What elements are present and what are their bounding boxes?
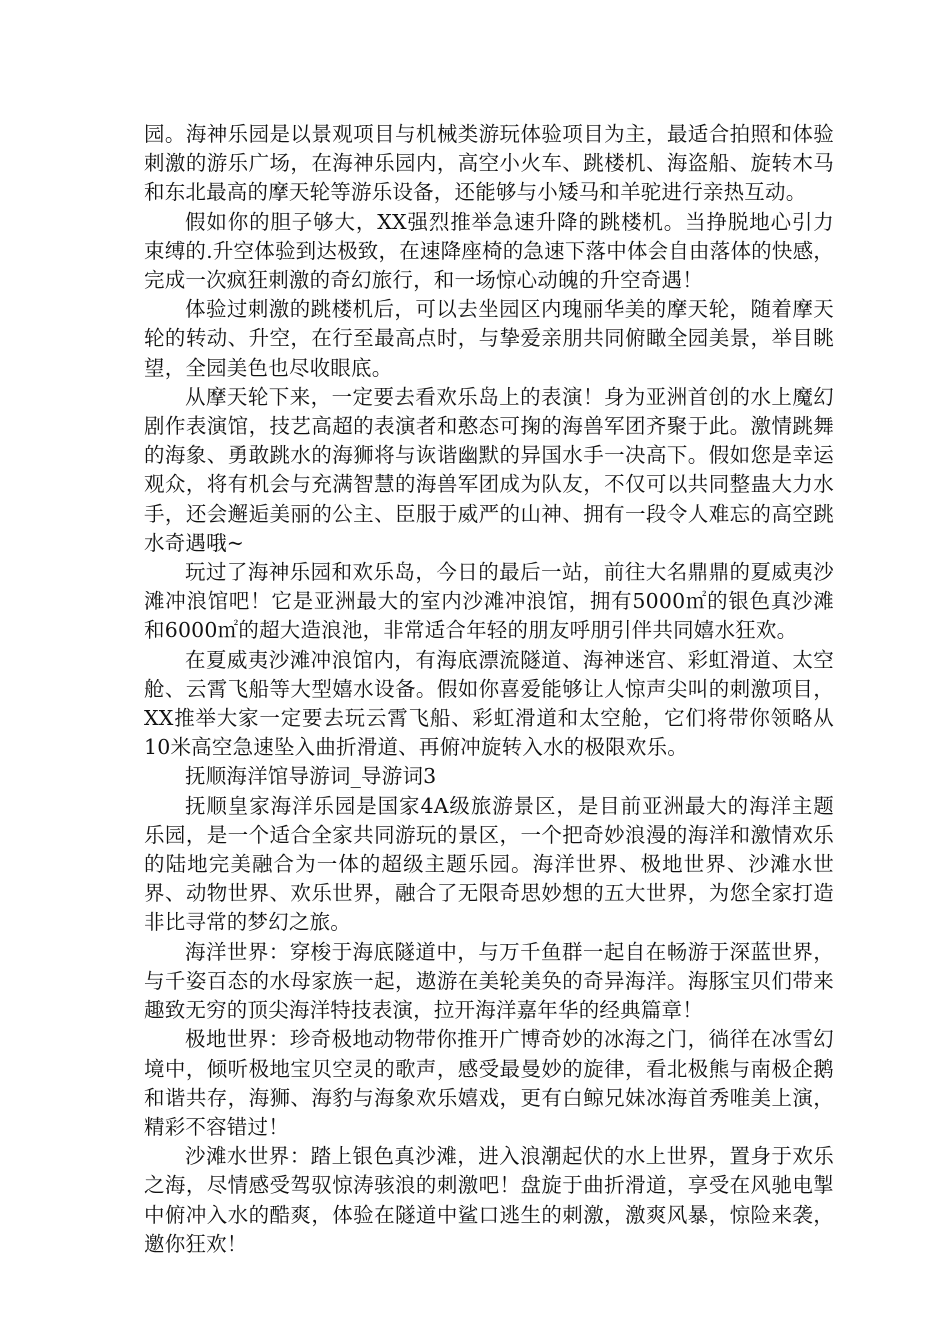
paragraph-ocean-world: 海洋世界：穿梭于海底隧道中，与万千鱼群一起自在畅游于深蓝世界，与千姿百态的水母家族一起，遨游在美轮美奂的奇异海洋。海豚宝贝们带来趣致无穷的顶尖海洋特技表演，拉开海洋嘉年华的经典篇章！ bbox=[144, 939, 834, 1023]
paragraph-beach-water-world: 沙滩水世界：踏上银色真沙滩，进入浪潮起伏的水上世界，置身于欢乐之海，尽情感受驾驭惊涛骇浪的刺激吧！盘旋于曲折滑道，享受在风驰电掣中俯冲入水的酷爽，体验在隧道中鲨口逃生的刺激，激爽风暴，惊险来袭，邀你狂欢！ bbox=[144, 1144, 834, 1256]
section-heading: 抚顺海洋馆导游词_导游词3 bbox=[185, 764, 437, 789]
paragraph-royal-ocean-park-intro: 抚顺皇家海洋乐园是国家4A级旅游景区，是目前亚洲最大的海洋主题乐园，是一个适合全家共同游玩的景区，一个把奇妙浪漫的海洋和激情欢乐的陆地完美融合为一体的超级主题乐园。海洋世界、极地世界、沙滩水世界、动物世界、欢乐世界，融合了无限奇思妙想的五大世界，为您全家打造非比寻常的梦幻之旅。 bbox=[144, 793, 834, 935]
paragraph-happy-island-show: 从摩天轮下来，一定要去看欢乐岛上的表演！身为亚洲首创的水上魔幻剧作表演馆，技艺高超的表演者和憨态可掬的海兽军团齐聚于此。激情跳舞的海象、勇敢跳水的海狮将与诙谐幽默的异国水手一决高下。假如您是幸运观众，将有机会与充满智慧的海兽军团成为队友，不仅可以共同整蛊大力水手，还会邂逅美丽的公主、臣服于威严的山神、拥有一段令人难忘的高空跳水奇遇哦~ bbox=[144, 384, 834, 555]
paragraph-hawaii-surf-hall: 玩过了海神乐园和欢乐岛，今日的最后一站，前往大名鼎鼎的夏威夷沙滩冲浪馆吧！它是亚洲最大的室内沙滩冲浪馆，拥有5000㎡的银色真沙滩和6000㎡的超大造浪池，非常适合年轻的朋友呼朋引伴共同嬉水狂欢。 bbox=[144, 560, 834, 643]
paragraph-ferris-wheel: 体验过刺激的跳楼机后，可以去坐园区内瑰丽华美的摩天轮，随着摩天轮的转动、升空，在行至最高点时，与挚爱亲朋共同俯瞰全园美景，举目眺望，全园美色也尽收眼底。 bbox=[144, 297, 834, 380]
paragraph-water-facilities: 在夏威夷沙滩冲浪馆内，有海底漂流隧道、海神迷宫、彩虹滑道、太空舱、云霄飞船等大型嬉水设备。假如你喜爱能够让人惊声尖叫的刺激项目，XX推举大家一定要去玩云霄飞船、彩虹滑道和太空舱，它们将带你领略从10米高空急速坠入曲折滑道、再俯冲旋转入水的极限欢乐。 bbox=[144, 647, 834, 760]
paragraph-drop-tower: 假如你的胆子够大，XX强烈推举急速升降的跳楼机。当挣脱地心引力束缚的.升空体验到达极致，在速降座椅的急速下落中体会自由落体的快感，完成一次疯狂刺激的奇幻旅行，和一场惊心动魄的升空奇遇！ bbox=[144, 209, 834, 293]
document-body bbox=[144, 120, 834, 1259]
paragraph-polar-world: 极地世界：珍奇极地动物带你推开广博奇妙的冰海之门，徜徉在冰雪幻境中，倾听极地宝贝空灵的歌声，感受最曼妙的旋律，看北极熊与南极企鹅和谐共存，海狮、海豹与海象欢乐嬉戏，更有白鲸兄妹冰海首秀唯美上演，精彩不容错过！ bbox=[144, 1027, 834, 1139]
paragraph-continued-haishen-park: 园。海神乐园是以景观项目与机械类游玩体验项目为主，最适合拍照和体验刺激的游乐广场，在海神乐园内，高空小火车、跳楼机、海盗船、旋转木马和东北最高的摩天轮等游乐设备，还能够与小矮马和羊驼进行亲热互动。 bbox=[144, 122, 834, 205]
